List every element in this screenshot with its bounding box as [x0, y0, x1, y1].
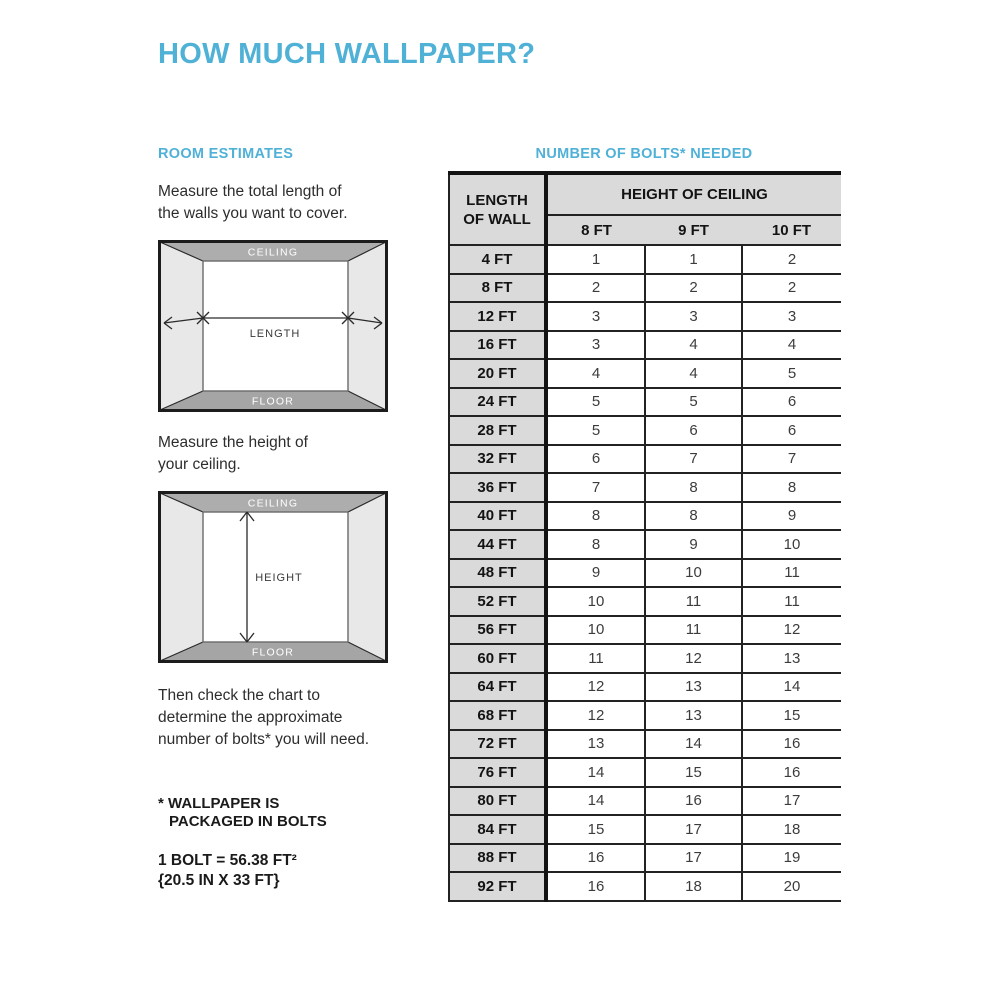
- bolt-count-cell: 5: [546, 416, 645, 445]
- bolt-count-cell: 13: [546, 730, 645, 759]
- step3-line1: Then check the chart to: [158, 687, 320, 704]
- bolt-count-cell: 18: [742, 815, 841, 844]
- room-estimates-section: [158, 146, 443, 891]
- bolt-count-cell: 8: [546, 502, 645, 531]
- wall-length-cell: 28 FT: [449, 416, 546, 445]
- step3-line2: determine the approximate: [158, 709, 343, 726]
- wall-length-cell: 72 FT: [449, 730, 546, 759]
- step3-text: [158, 685, 443, 751]
- bolt-count-cell: 14: [742, 673, 841, 702]
- left-wall-surface: [160, 493, 203, 661]
- table-row: [449, 331, 841, 360]
- wall-length-cell: 44 FT: [449, 530, 546, 559]
- wallpaper-footnote: [158, 795, 443, 831]
- bolt-count-cell: 4: [645, 359, 742, 388]
- bolt-count-cell: 4: [645, 331, 742, 360]
- bolt-count-cell: 11: [546, 644, 645, 673]
- footnote-line1: * WALLPAPER IS: [158, 795, 280, 812]
- bolt-count-cell: 10: [742, 530, 841, 559]
- wall-length-cell: 4 FT: [449, 245, 546, 274]
- bolt-count-cell: 12: [645, 644, 742, 673]
- bolt-count-cell: 9: [546, 559, 645, 588]
- wall-length-cell: 60 FT: [449, 644, 546, 673]
- bolt-count-cell: 9: [742, 502, 841, 531]
- bolt-count-cell: 12: [546, 673, 645, 702]
- bolt-count-cell: 5: [742, 359, 841, 388]
- table-row: [449, 872, 841, 901]
- bolt-count-cell: 7: [645, 445, 742, 474]
- bolt-count-cell: 7: [546, 473, 645, 502]
- table-row: [449, 673, 841, 702]
- footnote-line2: PACKAGED IN BOLTS: [169, 813, 327, 830]
- step1-line2: the walls you want to cover.: [158, 205, 348, 222]
- table-row: [449, 559, 841, 588]
- wall-length-cell: 8 FT: [449, 274, 546, 303]
- table-row: [449, 701, 841, 730]
- height-room-diagram: [158, 491, 388, 663]
- table-row: [449, 274, 841, 303]
- wall-length-cell: 16 FT: [449, 331, 546, 360]
- column-header-9ft: 9 FT: [645, 215, 742, 245]
- wall-length-cell: 12 FT: [449, 302, 546, 331]
- left-wall-surface: [160, 242, 203, 410]
- table-row: [449, 359, 841, 388]
- step1-line1: Measure the total length of: [158, 183, 342, 200]
- bolt-count-cell: 6: [742, 416, 841, 445]
- bolt-count-cell: 13: [645, 673, 742, 702]
- step2-text: [158, 432, 443, 476]
- wall-header-line1: LENGTH: [466, 191, 528, 209]
- length-label: LENGTH: [249, 328, 301, 340]
- bolt-count-cell: 2: [645, 274, 742, 303]
- bolt-count-cell: 12: [546, 701, 645, 730]
- wall-length-cell: 24 FT: [449, 388, 546, 417]
- bolt-count-cell: 2: [742, 245, 841, 274]
- bolt-size-info: [158, 851, 443, 891]
- wall-length-cell: 80 FT: [449, 787, 546, 816]
- wall-length-cell: 64 FT: [449, 673, 546, 702]
- wall-length-cell: 88 FT: [449, 844, 546, 873]
- bolt-count-cell: 3: [546, 302, 645, 331]
- wall-length-cell: 52 FT: [449, 587, 546, 616]
- bolts-table-body: [449, 245, 841, 901]
- bolt-count-cell: 10: [546, 616, 645, 645]
- table-row: [449, 245, 841, 274]
- bolt-count-cell: 8: [742, 473, 841, 502]
- bolt-count-cell: 16: [546, 872, 645, 901]
- wall-length-cell: 84 FT: [449, 815, 546, 844]
- ceiling-height-header: HEIGHT OF CEILING: [546, 173, 841, 215]
- bolt-count-cell: 6: [546, 445, 645, 474]
- table-row: [449, 445, 841, 474]
- bolt-count-cell: 2: [546, 274, 645, 303]
- bolt-count-cell: 19: [742, 844, 841, 873]
- bolt-count-cell: 8: [645, 502, 742, 531]
- bolt-count-cell: 11: [742, 587, 841, 616]
- bolt-count-cell: 16: [742, 758, 841, 787]
- bolts-table: [448, 171, 841, 902]
- bolt-count-cell: 15: [645, 758, 742, 787]
- ceiling-label: CEILING: [247, 246, 299, 259]
- bolt-count-cell: 10: [645, 559, 742, 588]
- room-estimates-heading: ROOM ESTIMATES: [158, 146, 294, 162]
- bolt-count-cell: 3: [645, 302, 742, 331]
- bolt-count-cell: 12: [742, 616, 841, 645]
- table-row: [449, 815, 841, 844]
- wall-length-header: [449, 173, 546, 245]
- bolt-count-cell: 4: [742, 331, 841, 360]
- page-title: HOW MUCH WALLPAPER?: [158, 38, 536, 70]
- bolt-count-cell: 14: [645, 730, 742, 759]
- bolt-count-cell: 20: [742, 872, 841, 901]
- bolt-count-cell: 9: [645, 530, 742, 559]
- table-row: [449, 473, 841, 502]
- wall-length-cell: 36 FT: [449, 473, 546, 502]
- bolt-count-cell: 10: [546, 587, 645, 616]
- column-header-10ft: 10 FT: [742, 215, 841, 245]
- bolt-count-cell: 7: [742, 445, 841, 474]
- bolt-count-cell: 6: [645, 416, 742, 445]
- bolt-count-cell: 16: [546, 844, 645, 873]
- step3-line3: number of bolts* you will need.: [158, 731, 370, 748]
- table-row: [449, 644, 841, 673]
- wall-length-cell: 68 FT: [449, 701, 546, 730]
- step2-line1: Measure the height of: [158, 434, 308, 451]
- height-label: HEIGHT: [255, 572, 303, 584]
- bolts-table-header: [449, 173, 841, 245]
- bolt-info-line2: {20.5 IN X 33 FT}: [158, 872, 280, 889]
- table-row: [449, 844, 841, 873]
- table-row: [449, 787, 841, 816]
- right-wall-surface: [348, 242, 386, 410]
- bolt-count-cell: 11: [645, 616, 742, 645]
- length-room-diagram: [158, 240, 388, 412]
- bolt-count-cell: 17: [645, 844, 742, 873]
- table-row: [449, 416, 841, 445]
- table-row: [449, 730, 841, 759]
- column-header-8ft: 8 FT: [546, 215, 645, 245]
- bolt-count-cell: 1: [546, 245, 645, 274]
- table-row: [449, 616, 841, 645]
- table-row: [449, 302, 841, 331]
- bolt-count-cell: 15: [742, 701, 841, 730]
- wall-length-cell: 40 FT: [449, 502, 546, 531]
- wall-header-line2: OF WALL: [463, 210, 531, 228]
- bolt-count-cell: 16: [742, 730, 841, 759]
- bolt-count-cell: 2: [742, 274, 841, 303]
- table-row: [449, 502, 841, 531]
- wall-length-cell: 56 FT: [449, 616, 546, 645]
- wall-length-cell: 92 FT: [449, 872, 546, 901]
- table-row: [449, 587, 841, 616]
- table-row: [449, 758, 841, 787]
- bolt-count-cell: 3: [546, 331, 645, 360]
- floor-label: FLOOR: [251, 395, 295, 408]
- bolt-count-cell: 16: [645, 787, 742, 816]
- ceiling-label: CEILING: [247, 497, 299, 510]
- wall-length-cell: 20 FT: [449, 359, 546, 388]
- step2-line2: your ceiling.: [158, 456, 241, 473]
- bolt-count-cell: 14: [546, 758, 645, 787]
- bolt-count-cell: 8: [546, 530, 645, 559]
- bolt-count-cell: 6: [742, 388, 841, 417]
- bolt-count-cell: 13: [645, 701, 742, 730]
- table-row: [449, 530, 841, 559]
- bolt-count-cell: 4: [546, 359, 645, 388]
- bolt-count-cell: 5: [645, 388, 742, 417]
- step1-text: [158, 181, 443, 225]
- bolt-count-cell: 14: [546, 787, 645, 816]
- bolts-needed-heading: NUMBER OF BOLTS* NEEDED: [535, 146, 753, 162]
- bolt-count-cell: 3: [742, 302, 841, 331]
- bolts-needed-section: [448, 146, 840, 902]
- bolt-count-cell: 17: [742, 787, 841, 816]
- table-row: [449, 388, 841, 417]
- bolt-count-cell: 11: [742, 559, 841, 588]
- bolt-info-line1: 1 BOLT = 56.38 FT²: [158, 852, 297, 869]
- bolt-count-cell: 11: [645, 587, 742, 616]
- wall-length-cell: 48 FT: [449, 559, 546, 588]
- wall-length-cell: 76 FT: [449, 758, 546, 787]
- bolt-count-cell: 13: [742, 644, 841, 673]
- wall-length-cell: 32 FT: [449, 445, 546, 474]
- bolt-count-cell: 18: [645, 872, 742, 901]
- back-wall-surface: [203, 261, 348, 391]
- bolt-count-cell: 1: [645, 245, 742, 274]
- floor-label: FLOOR: [251, 646, 295, 659]
- bolt-count-cell: 17: [645, 815, 742, 844]
- bolt-count-cell: 15: [546, 815, 645, 844]
- bolt-count-cell: 8: [645, 473, 742, 502]
- right-wall-surface: [348, 493, 386, 661]
- bolt-count-cell: 5: [546, 388, 645, 417]
